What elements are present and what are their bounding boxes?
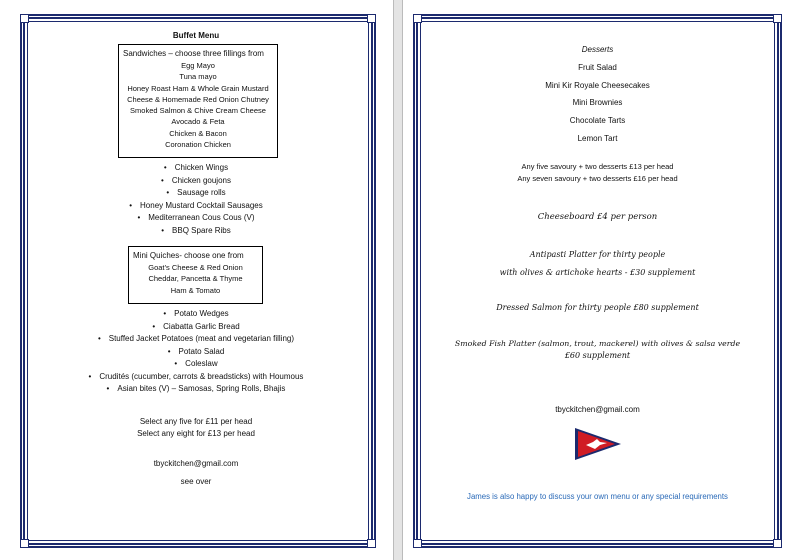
list-item: • Asian bites (V) – Samosas, Spring Rolls, Bhajis	[0, 383, 392, 396]
dessert-item: Mini Brownies	[572, 98, 623, 107]
quiche-item: Ham & Tomato	[170, 285, 221, 295]
burgee-flag-icon	[573, 426, 623, 462]
smoked-fish-offer: Smoked Fish Platter (salmon, trout, mackerel) with olives & salsa verde	[454, 339, 741, 348]
cheeseboard-offer: Cheeseboard £4 per person	[537, 212, 658, 222]
antipasti-offer: Antipasti Platter for thirty people	[529, 250, 666, 259]
savoury-list-2	[0, 308, 392, 396]
list-item: • Potato Salad	[0, 346, 392, 359]
dessert-item: Fruit Salad	[578, 63, 617, 72]
contact-email: tbyckitchen@gmail.com	[555, 405, 640, 414]
price-line: Select any five for £11 per head	[139, 417, 253, 426]
price-line: Any five savoury + two desserts £13 per head	[521, 162, 674, 171]
antipasti-detail: with olives & artichoke hearts - £30 supplement	[499, 268, 696, 277]
smoked-fish-price: £60 supplement	[564, 351, 631, 360]
list-item: • BBQ Spare Ribs	[0, 225, 392, 238]
sandwich-item: Cheese & Homemade Red Onion Chutney	[127, 94, 269, 104]
desserts-heading: Desserts	[581, 45, 614, 54]
sandwich-heading: Sandwiches – choose three fillings from	[123, 49, 264, 58]
list-item: • Chicken goujons	[0, 175, 392, 188]
quiche-item: Cheddar, Pancetta & Thyme	[148, 274, 243, 284]
sandwich-item: Smoked Salmon & Chive Cream Cheese	[130, 106, 266, 115]
dessert-item: Lemon Tart	[577, 134, 618, 143]
list-item: • Chicken Wings	[0, 162, 392, 175]
price-line: Select any eight for £13 per head	[137, 429, 255, 438]
list-item: • Ciabatta Garlic Bread	[0, 321, 392, 334]
sandwich-item: Coronation Chicken	[165, 139, 231, 149]
price-line: Any seven savoury + two desserts £16 per head	[517, 174, 678, 183]
page-1	[0, 0, 392, 560]
sandwich-item: Egg Mayo	[181, 61, 215, 70]
salmon-offer: Dressed Salmon for thirty people £80 supplement	[496, 303, 699, 312]
list-item: • Honey Mustard Cocktail Sausages	[0, 200, 392, 213]
sandwich-item: Avocado & Feta	[171, 117, 225, 127]
list-item: • Sausage rolls	[0, 187, 392, 200]
list-item: • Potato Wedges	[0, 308, 392, 321]
special-requests-note: James is also happy to discuss your own menu or any special requirements	[467, 492, 728, 501]
list-item: • Mediterranean Cous Cous (V)	[0, 212, 392, 225]
contact-email: tbyckitchen@gmail.com	[153, 459, 239, 468]
quiche-box	[128, 246, 263, 304]
dessert-item: Mini Kir Royale Cheesecakes	[545, 81, 650, 90]
dessert-item: Chocolate Tarts	[569, 116, 626, 125]
sandwich-item: Chicken & Bacon	[169, 128, 227, 138]
see-over-text: see over	[180, 477, 212, 486]
sandwich-box	[118, 44, 278, 158]
quiche-heading: Mini Quiches- choose one from	[133, 251, 244, 260]
list-item: • Coleslaw	[0, 358, 392, 371]
page-gap	[393, 0, 403, 560]
menu-title: Buffet Menu	[172, 31, 220, 40]
page-2	[403, 0, 792, 560]
list-item: • Stuffed Jacket Potatoes (meat and vegetarian filling)	[0, 333, 392, 346]
quiche-item: Goat’s Cheese & Red Onion	[148, 263, 243, 272]
sandwich-item: Tuna mayo	[179, 72, 217, 82]
sandwich-item: Honey Roast Ham & Whole Grain Mustard	[127, 83, 269, 93]
list-item: • Crudités (cucumber, carrots & breadsticks) with Houmous	[0, 371, 392, 384]
savoury-list-1	[0, 162, 392, 237]
